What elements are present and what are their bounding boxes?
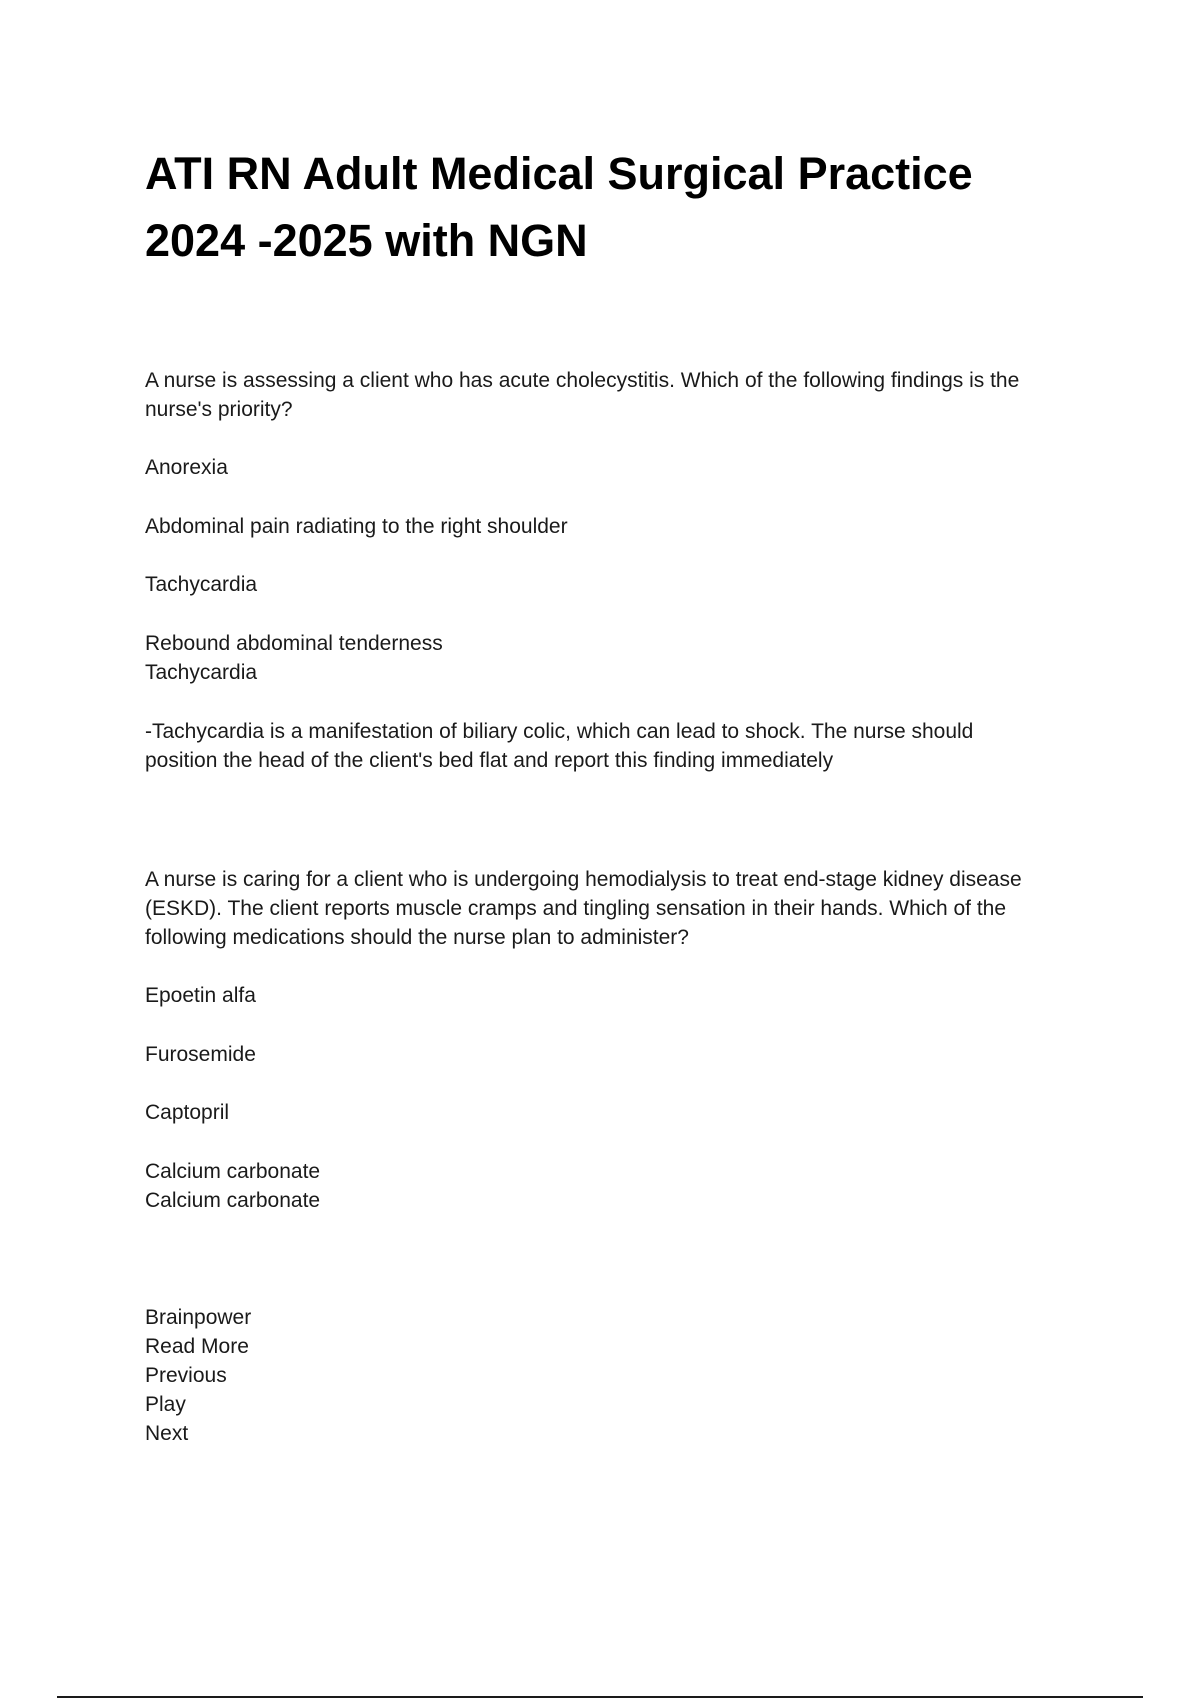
question-2-stem-line: following medications should the nurse plan to administer?: [145, 926, 689, 949]
question-1-stem-line: nurse's priority?: [145, 398, 293, 421]
question-2-option-1: Epoetin alfa: [145, 984, 256, 1007]
question-2-stem-line: (ESKD). The client reports muscle cramps and tingling sensation in their hands. Which of the: [145, 897, 1007, 920]
question-2-option-3: Captopril: [145, 1101, 230, 1124]
bottom-divider: [57, 1696, 1143, 1698]
question-2-stem: [145, 865, 1095, 952]
question-2-option-2: Furosemide: [145, 1043, 256, 1066]
question-1-option-4: Rebound abdominal tenderness: [145, 632, 443, 655]
question-2-option-4: Calcium carbonate: [145, 1160, 321, 1183]
question-1-option-1: Anorexia: [145, 456, 228, 479]
question-2-stem-line: A nurse is caring for a client who is undergoing hemodialysis to treat end-stage kidney disease: [145, 868, 1022, 891]
read-more-link[interactable]: Read More: [145, 1335, 249, 1358]
question-1-option-3: Tachycardia: [145, 573, 258, 596]
play-link[interactable]: Play: [145, 1393, 186, 1416]
question-1-stem: [145, 366, 1095, 424]
footer-links: [145, 1303, 1095, 1448]
title-line: 2024 -2025 with NGN: [145, 215, 588, 266]
question-1-answer: Tachycardia: [145, 661, 258, 684]
previous-link[interactable]: Previous: [145, 1364, 227, 1387]
question-1-rationale-line: -Tachycardia is a manifestation of biliary colic, which can lead to shock. The nurse should: [145, 720, 974, 743]
title-line: ATI RN Adult Medical Surgical Practice: [145, 148, 973, 199]
question-1-rationale: [145, 717, 1095, 775]
question-1-stem-line: A nurse is assessing a client who has acute cholecystitis. Which of the following findings is the: [145, 369, 1020, 392]
question-1-option-2: Abdominal pain radiating to the right shoulder: [145, 515, 568, 538]
document-title: [145, 140, 1085, 274]
question-2-answer: Calcium carbonate: [145, 1189, 321, 1212]
question-1-rationale-line: position the head of the client's bed flat and report this finding immediately: [145, 749, 834, 772]
next-link[interactable]: Next: [145, 1422, 189, 1445]
brand-text: Brainpower: [145, 1306, 252, 1329]
